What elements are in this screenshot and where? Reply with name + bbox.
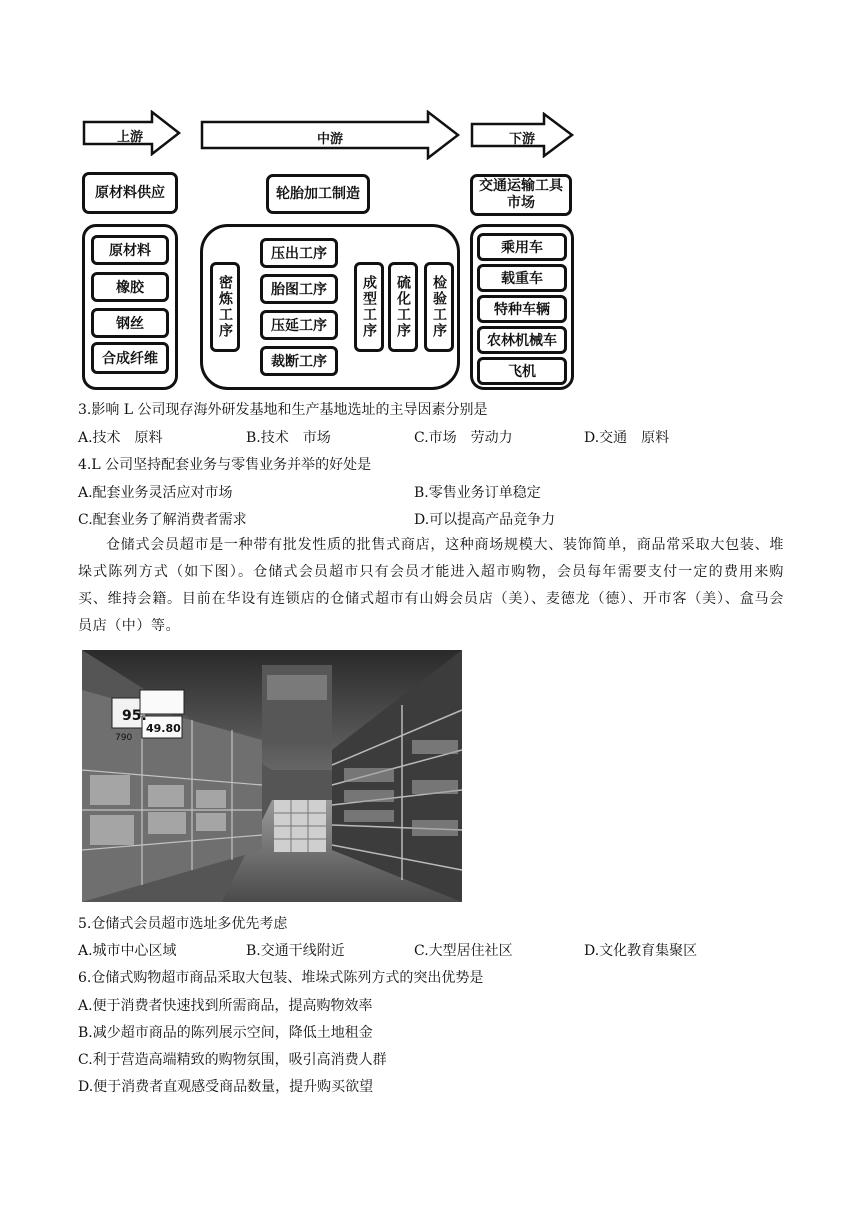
process-center-item: 压出工序 <box>260 238 338 268</box>
warehouse-aisle-photo <box>82 650 462 902</box>
market-header-line1: 交通运输工具 <box>479 178 563 194</box>
process-center-item: 压延工序 <box>260 310 338 340</box>
raw-item: 合成纤维 <box>91 342 169 374</box>
q4-option-c: C.配套业务了解消费者需求 <box>78 512 247 528</box>
q3-option-d: D.交通 原料 <box>584 430 670 446</box>
raw-item: 原材料 <box>91 235 169 265</box>
process-center-item: 胎图工序 <box>260 274 338 304</box>
q4-option-b: B.零售业务订单稳定 <box>414 485 541 501</box>
q5-option-d: D.文化教育集聚区 <box>584 943 698 959</box>
q3-option-b: B.技术 市场 <box>246 430 331 446</box>
q3-option-a: A.技术 原料 <box>78 430 163 446</box>
q5-option-a: A.城市中心区域 <box>78 943 177 959</box>
midstream-label: 中游 <box>316 132 343 147</box>
q4-option-a: A.配套业务灵活应对市场 <box>78 485 233 501</box>
q5-stem: 5.仓储式会员超市选址多优先考虑 <box>78 916 288 932</box>
market-item: 乘用车 <box>477 233 567 261</box>
downstream-label: 下游 <box>508 132 535 147</box>
process-mixing: 密炼工序 <box>210 262 240 352</box>
market-item: 飞机 <box>477 357 567 385</box>
q5-option-b: B.交通干线附近 <box>246 943 345 959</box>
price-tag-2: 49.80 <box>146 722 181 735</box>
process-center-item: 裁断工序 <box>260 346 338 376</box>
q6-stem: 6.仓储式购物超市商品采取大包装、堆垛式陈列方式的突出优势是 <box>78 970 484 986</box>
process-right-item: 检验工序 <box>424 262 454 352</box>
q3-stem: 3.影响 L 公司现存海外研发基地和生产基地选址的主导因素分别是 <box>78 402 488 418</box>
raw-supply-header: 原材料供应 <box>82 172 178 214</box>
price-tag-3: 790 <box>115 733 133 743</box>
q6-option-d: D.便于消费者直观感受商品数量，提升购买欲望 <box>78 1079 374 1095</box>
upstream-label: 上游 <box>116 130 143 145</box>
warehouse-store-passage: 仓储式会员超市是一种带有批发性质的批售式商店，这种商场规模大、装饰简单，商品常采取大包装、堆垛式陈列方式（如下图）。仓储式会员超市只有会员才能进入超市购物，会员每年需要支付一定的费用来购买、维持会籍。目前在华设有连锁店的仓储式超市有山姆会员店（美）、麦德龙（德）、开市客（美）、盒马会员店（中）等。 <box>78 537 784 634</box>
process-right-item: 硫化工序 <box>388 262 418 352</box>
market-header <box>470 174 572 216</box>
q5-option-c: C.大型居住社区 <box>414 943 513 959</box>
q4-option-d: D.可以提高产品竞争力 <box>414 512 556 528</box>
warehouse-aisle-illustration <box>82 650 462 902</box>
q6-option-c: C.利于营造高端精致的购物氛围，吸引高消费人群 <box>78 1052 387 1068</box>
market-header-line2: 市场 <box>507 195 535 211</box>
price-tag-1: 95. <box>122 708 147 724</box>
market-item: 载重车 <box>477 264 567 292</box>
raw-item: 橡胶 <box>91 272 169 302</box>
market-item: 特种车辆 <box>477 295 567 323</box>
raw-item: 钢丝 <box>91 308 169 338</box>
process-right-item: 成型工序 <box>354 262 384 352</box>
q3-option-c: C.市场 劳动力 <box>414 430 513 446</box>
q6-option-b: B.减少超市商品的陈列展示空间，降低土地租金 <box>78 1025 373 1041</box>
tire-making-header: 轮胎加工制造 <box>266 174 370 214</box>
q6-option-a: A.便于消费者快速找到所需商品，提高购物效率 <box>78 998 373 1014</box>
market-item: 农林机械车 <box>477 326 567 354</box>
q4-stem: 4.L 公司坚持配套业务与零售业务并举的好处是 <box>78 457 372 473</box>
